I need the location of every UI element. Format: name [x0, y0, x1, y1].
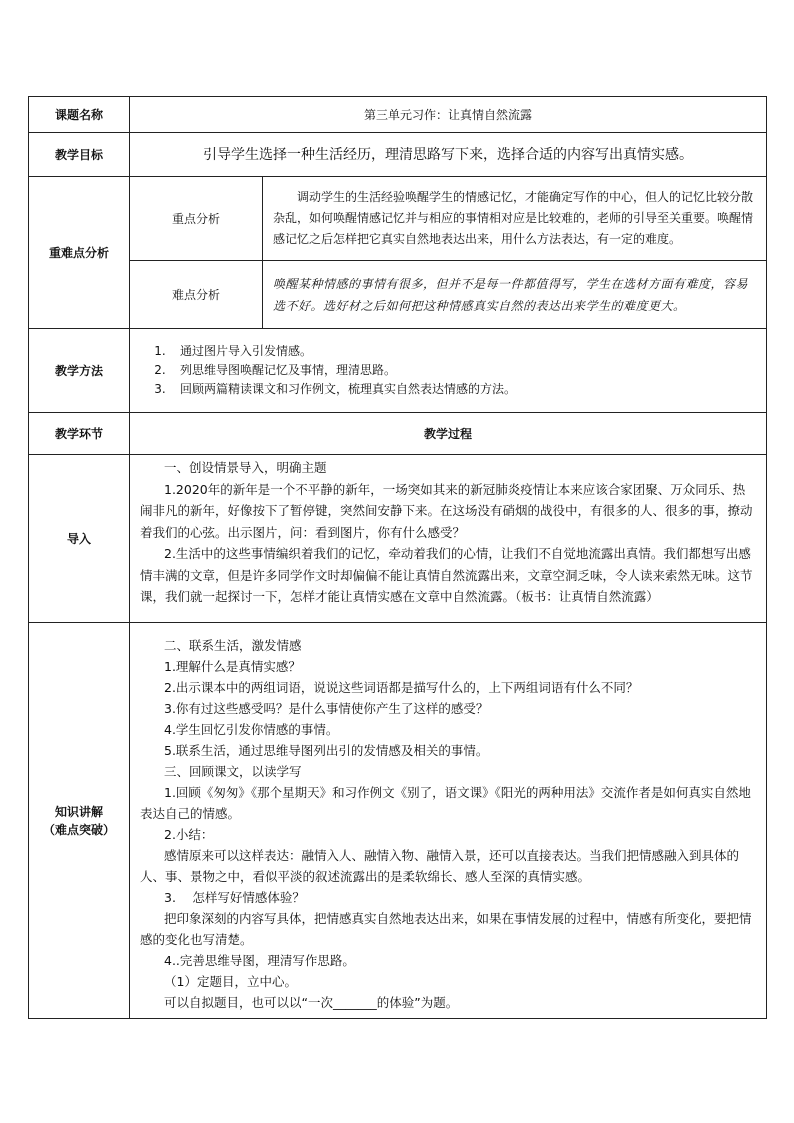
- method-item: [140, 342, 756, 360]
- row-goal: [29, 133, 767, 177]
- intro-paragraph: 2.生活中的这些事情编织着我们的记忆，牵动着我们的心情，让我们不自觉地流露出真情。我们都想写出感情丰满的文章，但是许多同学作文时却偏偏不能让真情自然流露出来，文章空洞乏味，令人读来索然无味。这节课，我们就一起探讨一下，怎样才能让真情实感在文章中自然流露。（板书：让真情自然流露）: [140, 546, 753, 604]
- difficult-analysis-label: 难点分析: [130, 261, 263, 329]
- method-item-text: 通过图片导入引发情感。: [180, 344, 313, 358]
- goal-value: 引导学生选择一种生活经历，理清思路写下来，选择合适的内容写出真情实感。: [130, 133, 767, 177]
- intro-content: [130, 455, 767, 623]
- lesson-plan-table: [28, 96, 767, 1019]
- method-item-text: 回顾两篇精读课文和习作例文，梳理真实自然表达情感的方法。: [180, 382, 517, 396]
- knowledge-line: 4.学生回忆引发你情感的事情。: [164, 722, 339, 737]
- knowledge-line: 1.理解什么是真情实感？: [164, 659, 301, 674]
- header-process-label: 教学过程: [130, 413, 767, 455]
- knowledge-line: 3.你有过这些感受吗？是什么事情使你产生了这样的感受？: [164, 701, 489, 716]
- header-stage-label: 教学环节: [29, 413, 130, 455]
- row-knowledge: [29, 623, 767, 1019]
- goal-label: 教学目标: [29, 133, 130, 177]
- method-list: [130, 329, 767, 413]
- row-topic: [29, 97, 767, 133]
- intro-paragraph: 1.2020年的新年是一个不平静的新年，一场突如其来的新冠肺炎疫情让本来应该合家团聚、万众同乐、热闹非凡的新年，好像按下了暂停键，突然间安静下来。在这场没有硝烟的战役中，有很多的人、很多的事，撩动着我们的心弦。出示图片，问：看到图片，你有什么感受？: [140, 481, 753, 540]
- method-label: 教学方法: [29, 329, 130, 413]
- difficult-analysis-text: [263, 261, 767, 329]
- row-key-analysis: [29, 177, 767, 261]
- key-analysis-text: [263, 177, 767, 261]
- knowledge-line: 1.回顾《匆匆》《那个星期天》和习作例文《别了，语文课》《阳光的两种用法》交流作者是如何真实自然地表达自己的情感。: [140, 785, 751, 821]
- knowledge-line: 4..完善思维导图，理清写作思路。: [164, 953, 355, 968]
- knowledge-label: 知识讲解: [54, 804, 103, 819]
- intro-label: 导入: [29, 455, 130, 623]
- knowledge-line: （1）定题目，立中心。: [164, 974, 297, 989]
- method-item: [140, 361, 756, 379]
- method-item-text: 列思维导图唤醒记忆及事情，理清思路。: [180, 363, 397, 377]
- key-analysis-label: 重点分析: [130, 177, 263, 261]
- method-item-number: 3.: [154, 382, 166, 396]
- key-analysis-paragraph: 调动学生的生活经验唤醒学生的情感记忆，才能确定写作的中心，但人的记忆比较分散杂乱，如何唤醒情感记忆并与相应的事情相对应是比较难的，老师的引导至关重要。唤醒情感记忆之后怎样把它真实自然地表达出来，用什么方法表达，有一定的难度。: [273, 190, 754, 246]
- analysis-label: 重难点分析: [29, 177, 130, 329]
- knowledge-sublabel: （难点突破）: [42, 822, 115, 837]
- difficult-analysis-paragraph: 唤醒某种情感的事情有很多，但并不是每一件都值得写，学生在选材方面有难度，容易选不好。选好材之后如何把这种情感真实自然的表达出来学生的难度更大。: [273, 276, 749, 313]
- method-item-number: 1.: [154, 344, 166, 358]
- knowledge-line: 5.联系生活，通过思维导图列出引的发情感及相关的事情。: [164, 743, 489, 758]
- knowledge-line: 2.出示课本中的两组词语，说说这些词语都是描写什么的，上下两组词语有什么不同？: [164, 680, 639, 695]
- knowledge-line: 可以自拟题目，也可以以“一次_______的体验”为题。: [164, 995, 459, 1010]
- row-section-header: [29, 413, 767, 455]
- intro-heading: 一、创设情景导入，明确主题: [164, 460, 327, 475]
- knowledge-line: 3. 怎样写好情感体验？: [164, 890, 305, 905]
- method-item: [140, 380, 756, 398]
- method-item-number: 2.: [154, 363, 166, 377]
- knowledge-line: 2.小结：: [164, 827, 214, 842]
- row-intro: [29, 455, 767, 623]
- topic-label: 课题名称: [29, 97, 130, 133]
- topic-value: 第三单元习作：让真情自然流露: [130, 97, 767, 133]
- knowledge-content: [130, 623, 767, 1019]
- knowledge-line: 感情原来可以这样表达：融情入人、融情入物、融情入景，还可以直接表达。当我们把情感融入到具体的人、事、景物之中，看似平淡的叙述流露出的是柔软绵长、感人至深的真情实感。: [140, 848, 740, 884]
- knowledge-heading: 三、回顾课文，以读学写: [164, 764, 302, 779]
- row-method: [29, 329, 767, 413]
- knowledge-line: 把印象深刻的内容写具体，把情感真实自然地表达出来，如果在事情发展的过程中，情感有所变化，要把情感的变化也写清楚。: [140, 911, 752, 947]
- knowledge-label-cell: [29, 623, 130, 1019]
- knowledge-heading: 二、联系生活，激发情感: [164, 638, 302, 653]
- row-difficult-analysis: [29, 261, 767, 329]
